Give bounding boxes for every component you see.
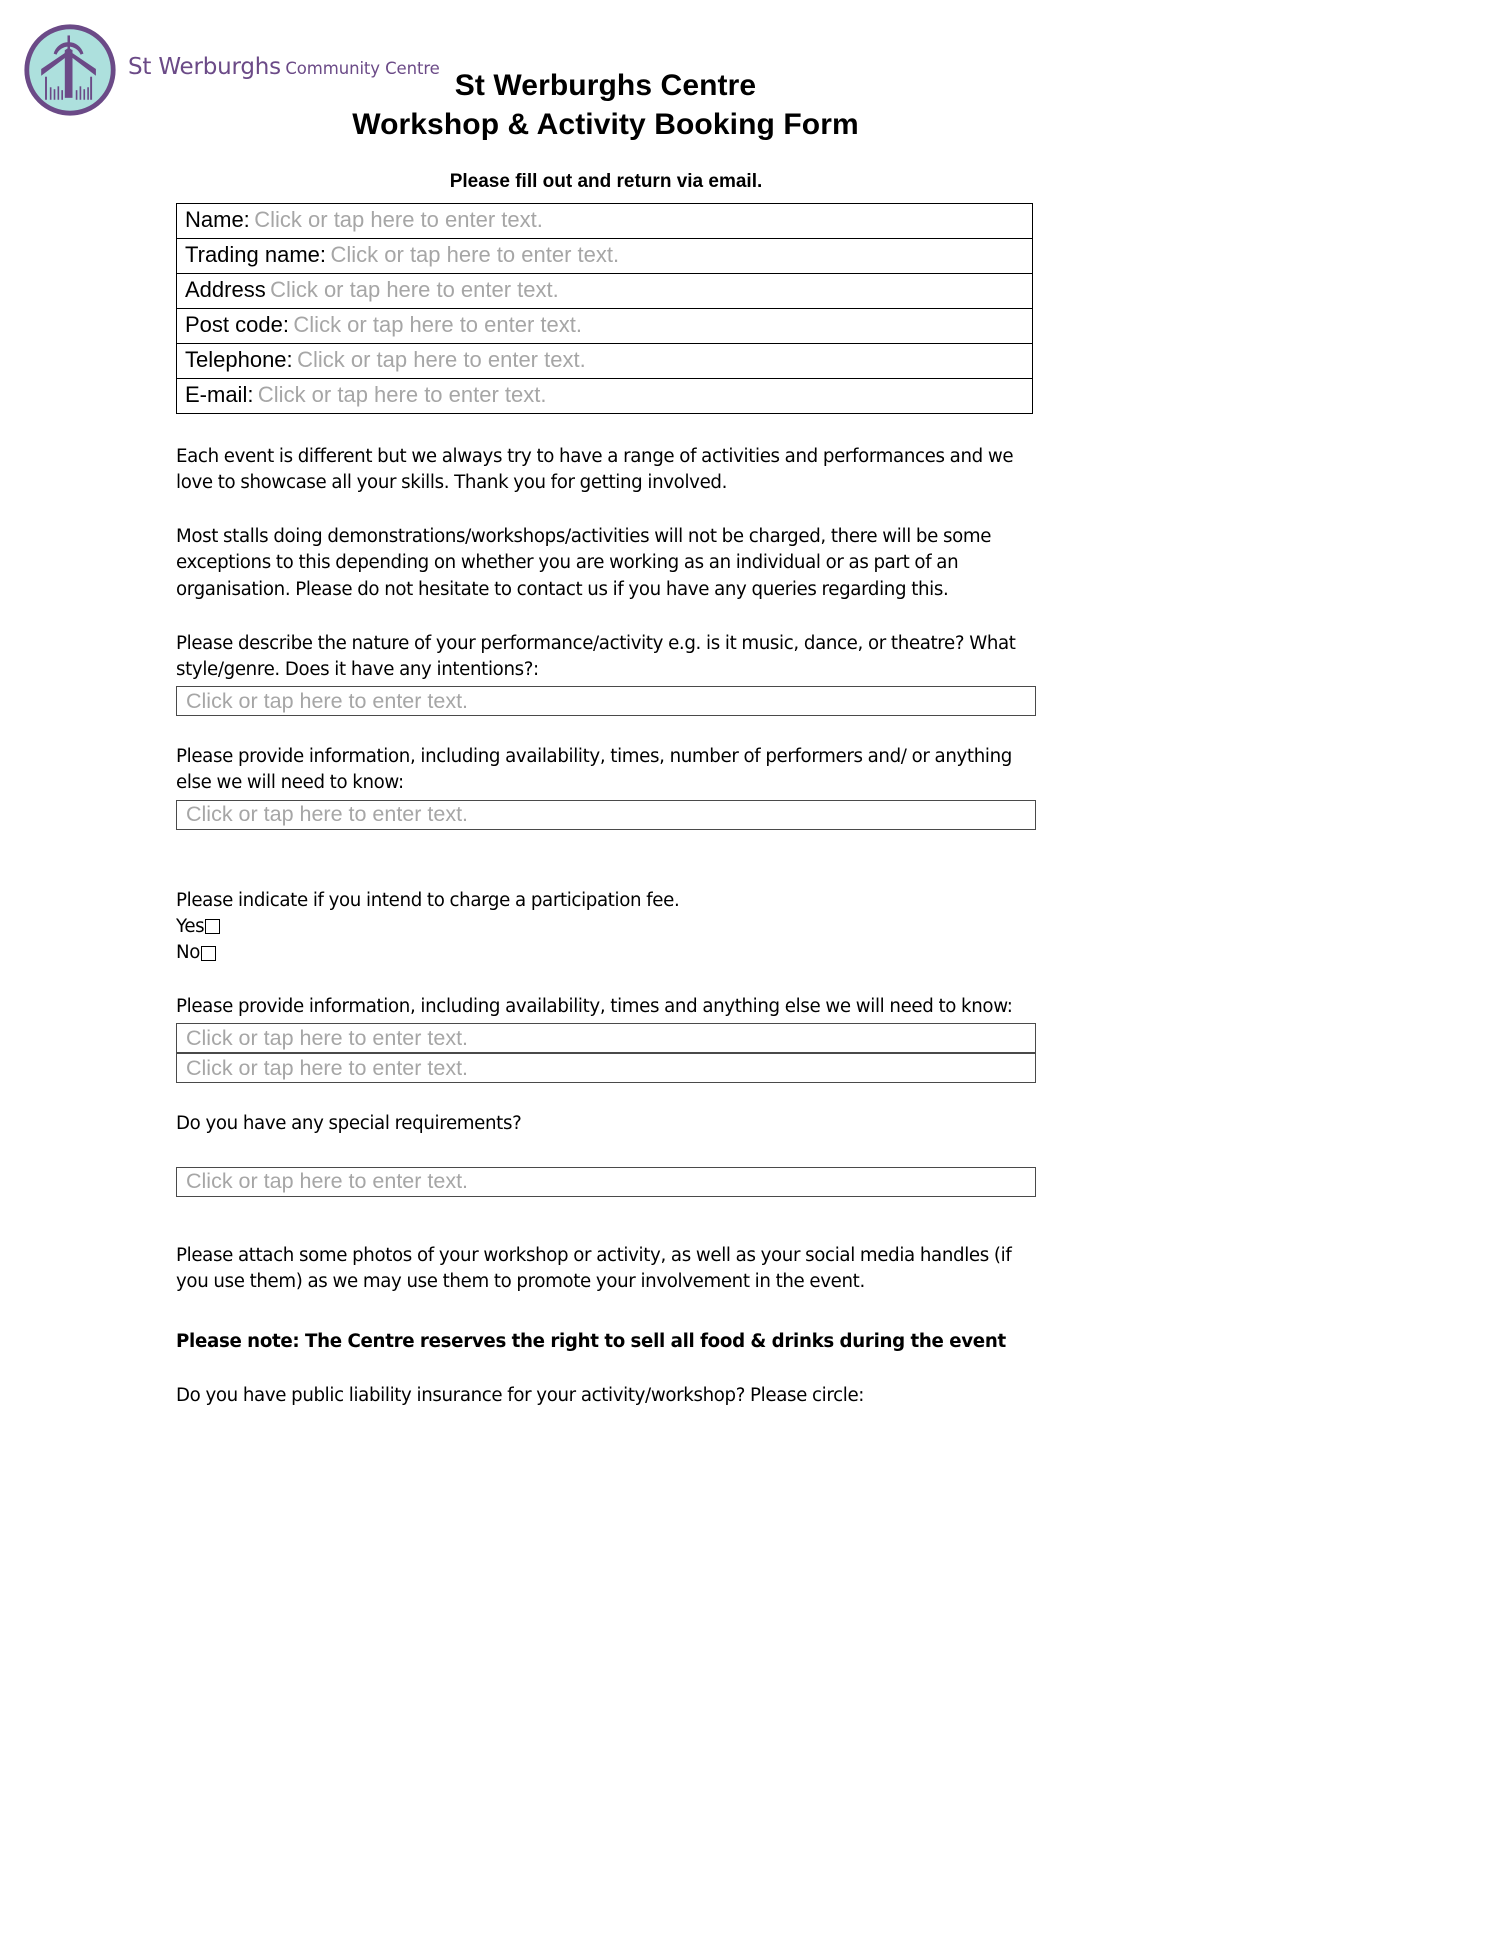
field-value[interactable]: Click or tap here to enter text. — [270, 277, 559, 303]
section-spacer — [176, 1295, 1036, 1329]
field-value[interactable]: Click or tap here to enter text. — [254, 207, 543, 233]
fee-option-yes[interactable] — [176, 914, 1036, 940]
field-address[interactable] — [177, 273, 1033, 308]
page-title-line1: St Werburghs Centre — [454, 69, 757, 102]
field-email[interactable] — [177, 378, 1033, 413]
paragraph-photos: Please attach some photos of your workshop or activity, as well as your social media handles (if you use them) as we may use them to promote your involvement in the event. — [176, 1244, 1012, 1292]
field-label: Telephone: — [185, 347, 293, 373]
fee-option-no[interactable] — [176, 940, 1036, 966]
answer-nature-placeholder: Click or tap here to enter text. — [186, 688, 469, 713]
paragraph-note: Please note: The Centre reserves the right to sell all food & drinks during the event — [176, 1331, 1006, 1353]
field-label: Trading name: — [185, 242, 327, 268]
answer-special-requirements-placeholder: Click or tap here to enter text. — [186, 1169, 469, 1194]
answer-availability-performers-input[interactable] — [176, 800, 1036, 830]
question-nature-label: Please describe the nature of your performance/activity e.g. is it music, dance, or theatre? What style/genre. Does it have any intentions?: — [176, 632, 1016, 681]
answer-nature-input[interactable] — [176, 686, 1036, 716]
field-label: Address — [185, 277, 266, 303]
field-label: Name: — [185, 207, 250, 233]
field-trading-name[interactable] — [177, 238, 1033, 273]
paragraph-insurance: Do you have public liability insurance for your activity/workshop? Please circle: — [176, 1385, 865, 1407]
document-body — [176, 0, 1036, 1409]
answer-availability-general-input-1[interactable] — [176, 1023, 1036, 1053]
contact-details-table — [176, 203, 1033, 414]
table-row — [177, 308, 1033, 343]
answer-availability-general-placeholder-1: Click or tap here to enter text. — [186, 1025, 469, 1050]
question-special-requirements-label: Do you have any special requirements? — [176, 1113, 522, 1135]
field-value[interactable]: Click or tap here to enter text. — [297, 347, 586, 373]
field-value[interactable]: Click or tap here to enter text. — [293, 312, 582, 338]
field-telephone[interactable] — [177, 343, 1033, 378]
question-availability-performers-label: Please provide information, including availability, times, number of performers and/ or anything else we will need to know: — [176, 746, 1012, 794]
checkbox-icon-no[interactable] — [201, 946, 216, 961]
section-spacer — [176, 830, 1036, 888]
table-row — [177, 378, 1033, 413]
fee-option-yes-label: Yes — [176, 915, 205, 937]
section-spacer — [176, 1197, 1036, 1243]
table-row — [177, 238, 1033, 273]
field-label: Post code: — [185, 312, 289, 338]
field-post-code[interactable] — [177, 308, 1033, 343]
field-name[interactable] — [177, 203, 1033, 238]
paragraph-charges: Most stalls doing demonstrations/workshops/activities will not be charged, there will be some exceptions to this depending on whether you are working as an individual or as part of an organisation. Please do not hesitate to contact us if you have any queries regarding this. — [176, 526, 992, 600]
organisation-name-line1: St Werburghs — [128, 54, 281, 81]
question-availability-general-label: Please provide information, including availability, times and anything else we will need to know: — [176, 996, 1013, 1018]
checkbox-icon-yes[interactable] — [205, 919, 220, 934]
form-instruction: Please fill out and return via email. — [449, 171, 763, 192]
table-row — [177, 273, 1033, 308]
field-value[interactable]: Click or tap here to enter text. — [330, 242, 620, 268]
field-value[interactable]: Click or tap here to enter text. — [257, 382, 547, 408]
field-label: E-mail: — [185, 382, 254, 408]
organisation-name-line2: Community Centre — [285, 59, 440, 79]
answer-availability-performers-placeholder: Click or tap here to enter text. — [186, 802, 469, 827]
section-spacer — [176, 1138, 1036, 1164]
table-row — [177, 203, 1033, 238]
answer-availability-general-input-2[interactable] — [176, 1053, 1036, 1083]
table-row — [177, 343, 1033, 378]
question-fee-label: Please indicate if you intend to charge a participation fee. — [176, 889, 680, 911]
page-title-line2: Workshop & Activity Booking Form — [352, 108, 859, 141]
answer-availability-general-placeholder-2: Click or tap here to enter text. — [186, 1055, 469, 1080]
paragraph-intro: Each event is different but we always try to have a range of activities and performances and we love to showcase all your skills. Thank you for getting involved. — [176, 445, 1014, 493]
answer-special-requirements-input[interactable] — [176, 1167, 1036, 1197]
fee-option-no-label: No — [176, 942, 201, 964]
